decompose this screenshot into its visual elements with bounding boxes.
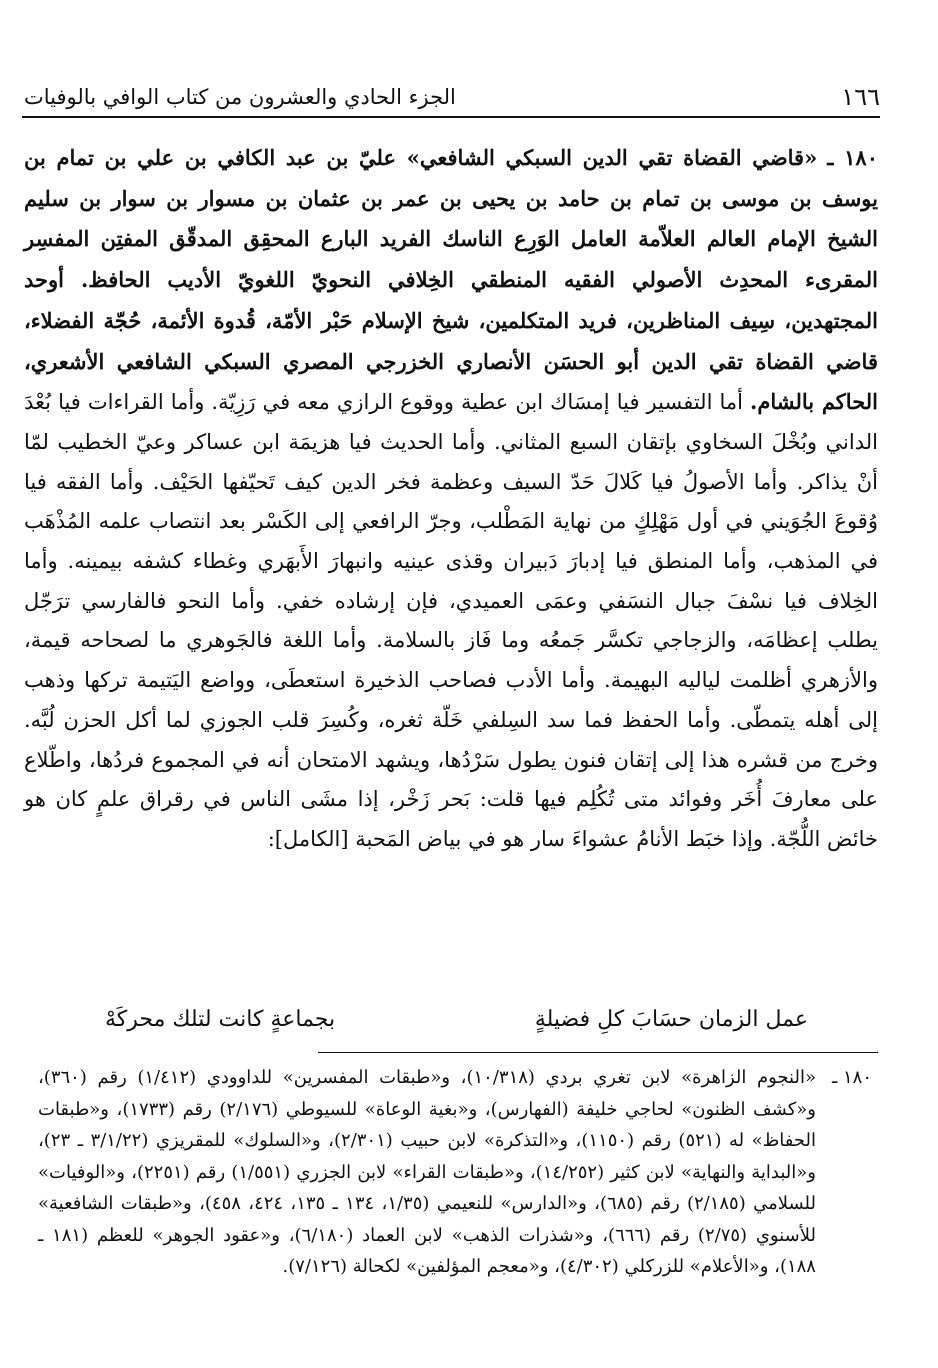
- entry-paragraph: [24, 138, 878, 860]
- footnote-separator: [318, 1052, 878, 1053]
- verse-second-hemistich: بجماعةٍ كانت لتلك محركَهْ: [105, 1006, 336, 1032]
- footnote-number: ١٨٠ ـ: [831, 1067, 872, 1088]
- header-rule: [22, 116, 880, 118]
- footnote: [38, 1062, 872, 1283]
- entry-number: ١٨٠ ـ: [827, 145, 878, 170]
- poetry-verse: [105, 997, 808, 1041]
- entry-text: أما التفسير فيا إمسَاك ابن عطية ووقوع الرازي معه في رَزِيّة. وأما القراءات فيا بُعْدَ الداني وبُخْلَ السخاوي بإتقان السبع المثاني. وأما الحديث فيا هزيمَة ابن عساكر وعيّ الخطيب لمّا أنْ يذاكر. وأما الأصولُ فيا كَلالَ حَدّ السيف وعظمة فخر الدين كيف تَحيّفها الحَيْف. وأما الفقه فيا وُقوعَ الجُوَيني في أول مَهْلِكٍ من نهاية المَطْلب، وجرّ الرافعي إلى الكَسْر بعد انتصاب علمه المُذْهَب في المذهب، وأما المنطق فيا إدبارَ دَبيران وقذى عينيه وانبهارَ الأَبهَري وغطاء كشفه بيمينه. وأما الخِلاف فيا نسْفَ جبال النسَفي وعمَى العميدي، فإن إرشاده خفي. وأما النحو فالفارسي ترَجّل يطلب إعظامَه، والزجاجي تكسَّر جَمعُه وما فَاز بالسلامة. وأما اللغة فالجَوهري ما لصحاحه قيمة، والأزهري أظلمت لياليه البهيمة. وأما الأدب فصاحب الذخيرة استعطَى، وواضع اليَتيمة تركها وذهب إلى أهله يتمطّى. وأما الحفظ فما سد السِلفي خَلّة ثغره، وكُسِرَ قلب الجوزي لما أكل الحزن لُبَّه. وخرج من قشره هذا إلى إتقان فنون يطول سَرْدُها، ويشهد الامتحان أنه في المجموع فردُها، واطّلاع على معارفَ أُخَر وفوائد متى تُكُلِم فيها قلت: بَحر زَخْر، إذا مشَى الناس في رقراق علمٍ كان هو خائض اللُّجّة. وإذا خبَط الأنامُ عشواءَ سار هو في بياض المَحبة [الكامل]:: [24, 390, 878, 851]
- page-number: ١٦٦: [841, 83, 880, 111]
- biography-entry: [24, 138, 878, 860]
- footnote-text: «النجوم الزاهرة» لابن تغري بردي (١٠/٣١٨)، و«طبقات المفسرين» للداوودي (١/٤١٢) رقم (٣٦٠)، و«كشف الظنون» لحاجي خليفة (الفهارس)، و«بغية الوعاة» للسيوطي (٢/١٧٦) رقم (١٧٣٣)، و«طبقات الحفاظ» له (٥٢١) رقم (١١٥٠)، و«التذكرة» لابن حبيب (٢/٣٠١)، و«السلوك» للمقريزي (٣/١/٢٢ ـ ٢٣)، و«البداية والنهاية» لابن كثير (١٤/٢٥٢)، و«طبقات القراء» لابن الجزري (١/٥٥١) رقم (٢٢٥١)، و«الوفيات» للسلامي (٢/١٨٥) رقم (٦٨٥)، و«الدارس» للنعيمي (١/٣٥، ١٣٤ ـ ١٣٥، ٤٢٤، ٤٥٨)، و«طبقات الشافعية» للأسنوي (٢/٧٥) رقم (٦٦٦)، و«شذرات الذهب» لابن العماد (٦/١٨٠)، و«عقود الجوهر» للعظم (١٨١ ـ ١٨٨)، و«الأعلام» للزركلي (٤/٣٠٢)، و«معجم المؤلفين» لكحالة (٧/١٢٦).: [38, 1067, 817, 1277]
- verse-first-hemistich: عمل الزمان حسَابَ كلِ فضيلةٍ: [534, 1006, 808, 1032]
- running-title: الجزء الحادي والعشرون من كتاب الوافي بالوفيات: [24, 85, 456, 109]
- entry-heading: «قاضي القضاة تقي الدين السبكي الشافعي» عليّ بن عبد الكافي بن علي بن تمام بن يوسف بن موسى بن تمام بن حامد بن يحيى بن عمر بن عثمان بن مسوار بن سوار بن سليم الشيخ الإمام العالم العلاّمة العامل الوَرِع الناسك الفريد البارع المحقِق المدقّق المفتِن المفسِر المقرىء المحدِث الأصولي الفقيه المنطقي الخِلافي النحويّ اللغويّ الأديب الحافظ. أوحد المجتهدين، سِيف المناظرين، فريد المتكلمين، شيخ الإسلام حَبْر الأمّة، قُدوة الأئمة، حُجّة الفضلاء، قاضي القضاة تقي الدين أبو الحسَن الأنصاري الخزرجي المصري السبكي الشافعي الأشعري، الحاكم بالشام.: [24, 145, 878, 415]
- page-header: [24, 70, 880, 112]
